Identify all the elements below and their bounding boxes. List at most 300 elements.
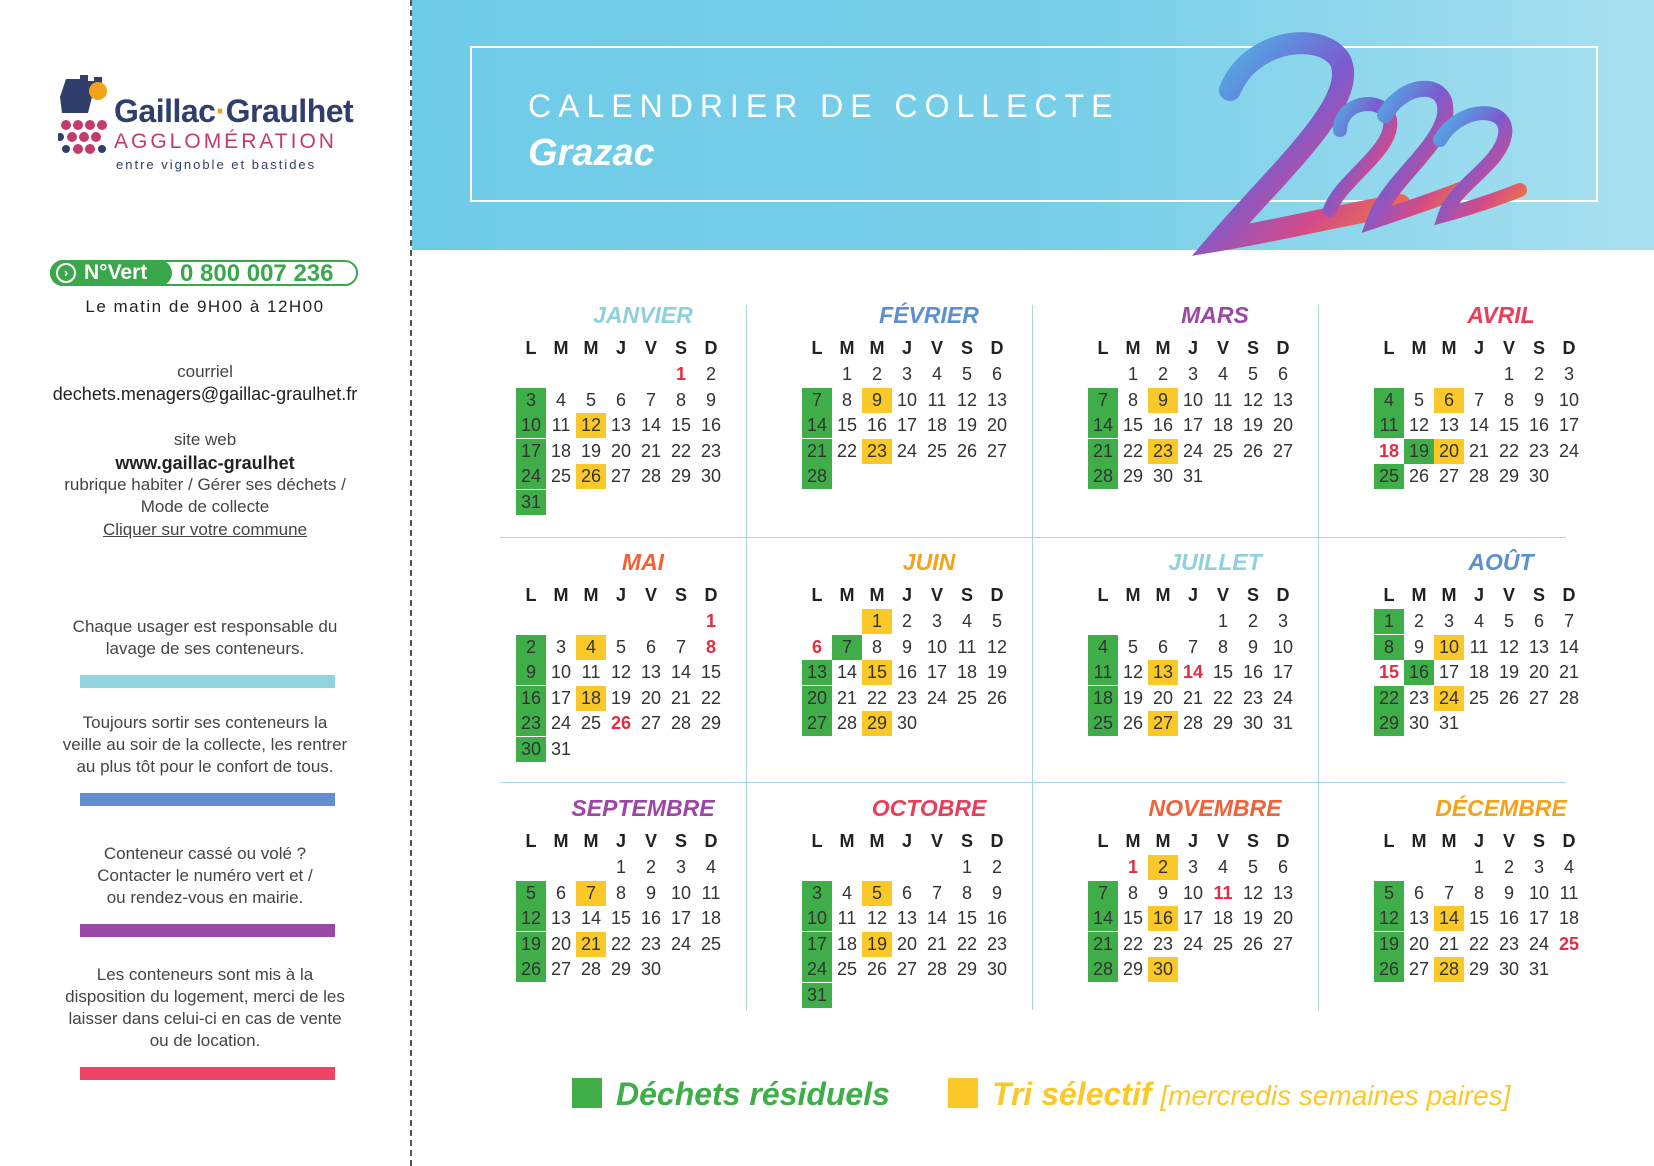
day-cell: 24 — [670, 933, 692, 954]
weekday-header: M — [839, 831, 855, 851]
day-cell: 23 — [862, 439, 892, 464]
day-cell: 27 — [1438, 466, 1460, 486]
day-cell: 12 — [1408, 415, 1430, 435]
day-cell: 2 — [645, 857, 656, 877]
advice-line: Chaque usager est responsable du — [72, 617, 338, 636]
day-cell: 23 — [986, 933, 1008, 954]
day-cell: 10 — [896, 389, 918, 410]
day-cell: 20 — [550, 933, 572, 954]
day-cell: 6 — [1413, 882, 1424, 903]
day-cell: 27 — [610, 466, 632, 486]
grid-divider — [500, 782, 1566, 783]
day-cell: 4 — [1088, 635, 1118, 660]
day-cell: 23 — [896, 687, 918, 708]
day-cell: 26 — [1122, 713, 1144, 733]
weekday-header: J — [901, 585, 912, 605]
month-block — [786, 793, 1072, 1005]
day-cell: 3 — [1277, 611, 1288, 631]
nvert-number[interactable]: 0 800 007 236 — [180, 260, 334, 287]
day-cell: 2 — [1148, 855, 1178, 880]
day-cell: 18 — [1558, 908, 1580, 928]
day-cell: 30 — [986, 959, 1008, 979]
day-cell: 26 — [1242, 933, 1264, 954]
day-cell: 7 — [1187, 636, 1198, 657]
weekday-header: J — [1473, 585, 1484, 605]
day-cell: 25 — [926, 440, 948, 461]
day-cell: 28 — [926, 959, 948, 979]
day-cell: 31 — [516, 490, 546, 515]
day-cell: 22 — [1374, 686, 1404, 711]
month-block — [500, 300, 786, 512]
day-cell: 6 — [645, 636, 656, 657]
day-cell: 26 — [986, 687, 1008, 708]
day-cell: 21 — [1558, 662, 1580, 682]
day-cell: 15 — [1378, 662, 1400, 682]
weekday-header: D — [704, 585, 718, 605]
day-cell: 3 — [1187, 364, 1198, 384]
info-panel — [0, 0, 410, 1166]
day-cell: 27 — [1528, 687, 1550, 708]
day-cell: 6 — [615, 389, 626, 410]
weekday-header: S — [1246, 338, 1259, 358]
month-block — [786, 300, 1072, 486]
day-cell: 2 — [516, 635, 546, 660]
day-cell: 10 — [926, 636, 948, 657]
day-cell: 13 — [610, 415, 632, 435]
day-cell: 2 — [705, 364, 716, 384]
weekday-header: D — [704, 338, 718, 358]
weekday-header: J — [615, 338, 626, 358]
day-cell: 7 — [802, 388, 832, 413]
logo-subtitle: AGGLOMÉRATION — [114, 130, 337, 153]
day-cell: 5 — [961, 364, 972, 384]
day-cell: 28 — [802, 464, 832, 489]
day-cell: 24 — [896, 440, 918, 461]
day-cell: 4 — [1217, 857, 1228, 877]
day-cell: 13 — [1528, 636, 1550, 657]
day-cell: 22 — [956, 933, 978, 954]
weekday-header: V — [930, 585, 943, 605]
day-cell: 18 — [1212, 908, 1234, 928]
day-cell: 29 — [956, 959, 978, 979]
month-block — [786, 547, 1072, 733]
day-cell: 21 — [640, 440, 662, 461]
day-cell: 29 — [610, 959, 632, 979]
month-block — [1072, 793, 1358, 979]
commune-link[interactable]: Cliquer sur votre commune — [102, 520, 308, 539]
day-cell: 16 — [700, 415, 722, 435]
day-cell: 15 — [956, 908, 978, 928]
weekday-header: M — [1125, 831, 1141, 851]
day-cell: 6 — [1533, 611, 1544, 631]
weekday-header: M — [1411, 831, 1427, 851]
day-cell: 5 — [862, 881, 892, 906]
month-name: OCTOBRE — [871, 795, 987, 821]
day-cell: 17 — [1182, 908, 1204, 928]
day-cell: 5 — [991, 611, 1002, 631]
day-cell: 11 — [837, 908, 857, 928]
day-cell: 19 — [516, 932, 546, 957]
day-cell: 12 — [1242, 389, 1264, 410]
web-label: site web — [173, 430, 237, 449]
weekday-header: S — [1532, 831, 1545, 851]
day-cell: 17 — [896, 415, 918, 435]
month-block — [1358, 547, 1644, 733]
residual-swatch — [572, 1078, 602, 1108]
day-cell: 4 — [705, 857, 716, 877]
day-cell: 16 — [1404, 660, 1434, 685]
month-name: AVRIL — [1467, 302, 1535, 328]
day-cell: 1 — [961, 857, 972, 877]
day-cell: 19 — [956, 415, 978, 435]
day-cell: 8 — [615, 882, 626, 903]
day-cell: 30 — [1528, 466, 1550, 486]
day-cell: 28 — [836, 713, 858, 733]
day-cell: 23 — [1528, 440, 1550, 461]
day-cell: 16 — [1152, 415, 1174, 435]
day-cell: 22 — [1468, 933, 1490, 954]
weekday-header: L — [1383, 338, 1395, 358]
day-cell: 30 — [516, 737, 546, 762]
day-cell: 23 — [1498, 933, 1520, 954]
advice-line: disposition du logement, merci de les — [65, 987, 345, 1006]
day-cell: 20 — [1152, 687, 1174, 708]
weekday-header: D — [704, 831, 718, 851]
day-cell: 21 — [1182, 687, 1204, 708]
day-cell: 31 — [1182, 466, 1204, 486]
day-cell: 8 — [1503, 389, 1514, 410]
day-cell: 22 — [1212, 687, 1234, 708]
day-cell: 3 — [555, 636, 566, 657]
day-cell: 30 — [1148, 957, 1178, 982]
weekday-header: V — [930, 338, 943, 358]
month-name: JUILLET — [1168, 549, 1262, 575]
day-cell: 17 — [1438, 662, 1460, 682]
day-cell: 12 — [956, 389, 978, 410]
day-cell: 20 — [896, 933, 918, 954]
day-cell: 14 — [1182, 662, 1204, 682]
day-cell: 19 — [862, 932, 892, 957]
day-cell: 20 — [610, 440, 632, 461]
day-cell: 27 — [1272, 933, 1294, 954]
weekday-header: D — [1276, 338, 1290, 358]
day-cell: 6 — [1277, 857, 1288, 877]
day-cell: 14 — [802, 413, 832, 438]
day-cell: 6 — [811, 636, 822, 657]
day-cell: 29 — [1468, 959, 1490, 979]
weekday-header: S — [674, 831, 687, 851]
day-cell: 2 — [1503, 857, 1514, 877]
day-cell: 18 — [576, 686, 606, 711]
day-cell: 30 — [1498, 959, 1520, 979]
day-cell: 12 — [1242, 882, 1264, 903]
day-cell: 9 — [705, 389, 716, 410]
day-cell: 11 — [1088, 660, 1118, 685]
day-cell: 8 — [1127, 882, 1138, 903]
day-cell: 25 — [1212, 440, 1234, 461]
day-cell: 24 — [1558, 440, 1580, 461]
day-cell: 5 — [615, 636, 626, 657]
day-cell: 1 — [1127, 857, 1138, 877]
weekday-header: M — [583, 831, 599, 851]
weekday-header: D — [1562, 585, 1576, 605]
day-cell: 5 — [585, 389, 596, 410]
day-cell: 1 — [1127, 364, 1138, 384]
day-cell: 3 — [901, 364, 912, 384]
day-cell: 21 — [836, 687, 858, 708]
day-cell: 7 — [1088, 881, 1118, 906]
day-cell: 1 — [615, 857, 626, 877]
weekday-header: L — [1383, 585, 1395, 605]
day-cell: 31 — [1438, 713, 1460, 733]
weekday-header: D — [1562, 831, 1576, 851]
day-cell: 12 — [1498, 636, 1520, 657]
day-cell: 25 — [956, 687, 978, 708]
day-cell: 3 — [675, 857, 686, 877]
web-link[interactable]: www.gaillac-graulhet — [115, 453, 295, 473]
weekday-header: V — [1502, 585, 1515, 605]
day-cell: 10 — [1434, 635, 1464, 660]
grid-divider — [746, 305, 747, 1010]
day-cell: 3 — [1533, 857, 1544, 877]
day-cell: 23 — [1152, 933, 1174, 954]
day-cell: 17 — [550, 687, 572, 708]
month-block — [500, 547, 786, 759]
weekday-header: J — [901, 338, 912, 358]
day-cell: 21 — [1438, 933, 1460, 954]
day-cell: 13 — [986, 389, 1008, 410]
day-cell: 23 — [1148, 439, 1178, 464]
advice-line: ou rendez-vous en mairie. — [106, 888, 304, 907]
agglomeration-logo — [58, 75, 358, 175]
day-cell: 16 — [866, 415, 888, 435]
day-cell: 6 — [901, 882, 912, 903]
day-cell: 11 — [1213, 882, 1233, 903]
day-cell: 17 — [516, 439, 546, 464]
day-cell: 1 — [1374, 609, 1404, 634]
email-link[interactable]: dechets.menagers@gaillac-graulhet.fr — [52, 384, 358, 404]
day-cell: 23 — [700, 440, 722, 461]
day-cell: 19 — [986, 662, 1008, 682]
day-cell: 19 — [1404, 439, 1434, 464]
weekday-header: L — [525, 831, 537, 851]
day-cell: 27 — [802, 711, 832, 736]
day-cell: 11 — [1213, 389, 1233, 410]
day-cell: 2 — [1157, 364, 1168, 384]
day-cell: 28 — [1088, 464, 1118, 489]
weekday-header: V — [930, 831, 943, 851]
weekday-header: L — [1097, 831, 1109, 851]
weekday-header: V — [1216, 831, 1229, 851]
day-cell: 27 — [550, 959, 572, 979]
weekday-header: M — [1155, 338, 1171, 358]
day-cell: 11 — [1469, 636, 1489, 657]
day-cell: 28 — [1182, 713, 1204, 733]
day-cell: 18 — [550, 440, 572, 461]
day-cell: 24 — [516, 464, 546, 489]
day-cell: 10 — [802, 906, 832, 931]
day-cell: 10 — [1528, 882, 1550, 903]
day-cell: 18 — [1468, 662, 1490, 682]
day-cell: 22 — [670, 440, 692, 461]
day-cell: 19 — [610, 687, 632, 708]
sort-note: [mercredis semaines paires] — [1160, 1080, 1511, 1111]
green-number-badge[interactable] — [50, 260, 358, 286]
day-cell: 30 — [640, 959, 662, 979]
logo-name: Gaillac·Graulhet — [114, 93, 354, 129]
day-cell: 14 — [1558, 636, 1580, 657]
day-cell: 28 — [1558, 687, 1580, 708]
day-cell: 8 — [871, 636, 882, 657]
day-cell: 4 — [1563, 857, 1574, 877]
month-name: NOVEMBRE — [1148, 795, 1282, 821]
weekday-header: L — [811, 831, 823, 851]
day-cell: 13 — [640, 662, 662, 682]
day-cell: 3 — [1187, 857, 1198, 877]
day-cell: 12 — [610, 662, 632, 682]
advice-line: laisser dans celui-ci en cas de vente — [68, 1009, 342, 1028]
sort-label: Tri sélectif [mercredis semaines paires] — [992, 1076, 1511, 1112]
weekday-header: S — [960, 831, 973, 851]
day-cell: 26 — [956, 440, 978, 461]
weekday-header: D — [1276, 585, 1290, 605]
weekday-header: S — [960, 585, 973, 605]
day-cell: 6 — [1277, 364, 1288, 384]
day-cell: 14 — [836, 662, 858, 682]
weekday-header: M — [839, 338, 855, 358]
day-cell: 20 — [1528, 662, 1550, 682]
day-cell: 9 — [1247, 636, 1258, 657]
day-cell: 30 — [896, 713, 918, 733]
day-cell: 17 — [1528, 908, 1550, 928]
day-cell: 16 — [1498, 908, 1520, 928]
day-cell: 7 — [675, 636, 686, 657]
day-cell: 5 — [1247, 364, 1258, 384]
weekday-header: V — [1502, 338, 1515, 358]
weekday-header: V — [644, 585, 657, 605]
day-cell: 22 — [1122, 440, 1144, 461]
day-cell: 29 — [862, 711, 892, 736]
weekday-header: J — [1473, 831, 1484, 851]
day-cell: 25 — [1088, 711, 1118, 736]
day-cell: 22 — [700, 687, 722, 708]
day-cell: 17 — [670, 908, 692, 928]
day-cell: 4 — [961, 611, 972, 631]
weekday-header: M — [1411, 585, 1427, 605]
day-cell: 20 — [1272, 415, 1294, 435]
day-cell: 4 — [555, 389, 566, 410]
weekday-header: L — [525, 338, 537, 358]
day-cell: 17 — [926, 662, 948, 682]
weekday-header: D — [990, 585, 1004, 605]
weekday-header: L — [1097, 585, 1109, 605]
day-cell: 26 — [610, 713, 632, 733]
day-cell: 18 — [1212, 415, 1234, 435]
weekday-header: J — [1187, 831, 1198, 851]
day-cell: 15 — [1468, 908, 1490, 928]
hours-text: Le matin de 9H00 à 12H00 — [85, 297, 325, 316]
month-name: JANVIER — [593, 302, 693, 328]
day-cell: 18 — [836, 933, 858, 954]
day-cell: 13 — [1148, 660, 1178, 685]
day-cell: 13 — [896, 908, 918, 928]
advice-line: veille au soir de la collecte, les rentrer — [62, 735, 348, 754]
day-cell: 5 — [1127, 636, 1138, 657]
day-cell: 8 — [1127, 389, 1138, 410]
day-cell: 16 — [896, 662, 918, 682]
day-cell: 10 — [1272, 636, 1294, 657]
day-cell: 15 — [862, 660, 892, 685]
day-cell: 25 — [550, 466, 572, 486]
day-cell: 10 — [1182, 389, 1204, 410]
weekday-header: D — [1276, 831, 1290, 851]
day-cell: 11 — [1559, 882, 1579, 903]
day-cell: 22 — [866, 687, 888, 708]
day-cell: 1 — [862, 609, 892, 634]
weekday-header: S — [1246, 585, 1259, 605]
web-path-line-2: Mode de collecte — [140, 497, 270, 516]
grid-divider — [500, 537, 1566, 538]
day-cell: 7 — [576, 881, 606, 906]
day-cell: 29 — [700, 713, 722, 733]
day-cell: 3 — [1443, 611, 1454, 631]
day-cell: 30 — [1408, 713, 1430, 733]
month-name: FÉVRIER — [879, 302, 979, 328]
day-cell: 13 — [550, 908, 572, 928]
day-cell: 27 — [1148, 711, 1178, 736]
weekday-header: V — [1216, 585, 1229, 605]
weekday-header: S — [960, 338, 973, 358]
day-cell: 15 — [836, 415, 858, 435]
day-cell: 26 — [1374, 957, 1404, 982]
day-cell: 13 — [802, 660, 832, 685]
day-cell: 5 — [1374, 881, 1404, 906]
day-cell: 9 — [516, 660, 546, 685]
day-cell: 1 — [1473, 857, 1484, 877]
day-cell: 26 — [866, 959, 888, 979]
day-cell: 2 — [1247, 611, 1258, 631]
email-label: courriel — [177, 362, 233, 381]
day-cell: 27 — [1408, 959, 1430, 979]
day-cell: 27 — [896, 959, 918, 979]
day-cell: 24 — [1182, 933, 1204, 954]
day-cell: 24 — [550, 713, 572, 733]
day-cell: 21 — [926, 933, 948, 954]
page-title: CALENDRIER DE COLLECTE — [528, 88, 1120, 124]
day-cell: 13 — [1272, 389, 1294, 410]
weekday-header: J — [615, 585, 626, 605]
day-cell: 15 — [1122, 415, 1144, 435]
advice-color-bar — [80, 1067, 335, 1080]
day-cell: 9 — [1503, 882, 1514, 903]
day-cell: 4 — [1374, 388, 1404, 413]
day-cell: 21 — [802, 439, 832, 464]
day-cell: 16 — [1528, 415, 1550, 435]
weekday-header: S — [674, 338, 687, 358]
day-cell: 20 — [640, 687, 662, 708]
day-cell: 27 — [640, 713, 662, 733]
day-cell: 29 — [1498, 466, 1520, 486]
day-cell: 4 — [576, 635, 606, 660]
day-cell: 28 — [670, 713, 692, 733]
day-cell: 1 — [705, 611, 716, 631]
day-cell: 25 — [1212, 933, 1234, 954]
weekday-header: D — [990, 831, 1004, 851]
weekday-header: M — [553, 585, 569, 605]
day-cell: 18 — [956, 662, 978, 682]
day-cell: 30 — [700, 466, 722, 486]
day-cell: 23 — [1408, 687, 1430, 708]
